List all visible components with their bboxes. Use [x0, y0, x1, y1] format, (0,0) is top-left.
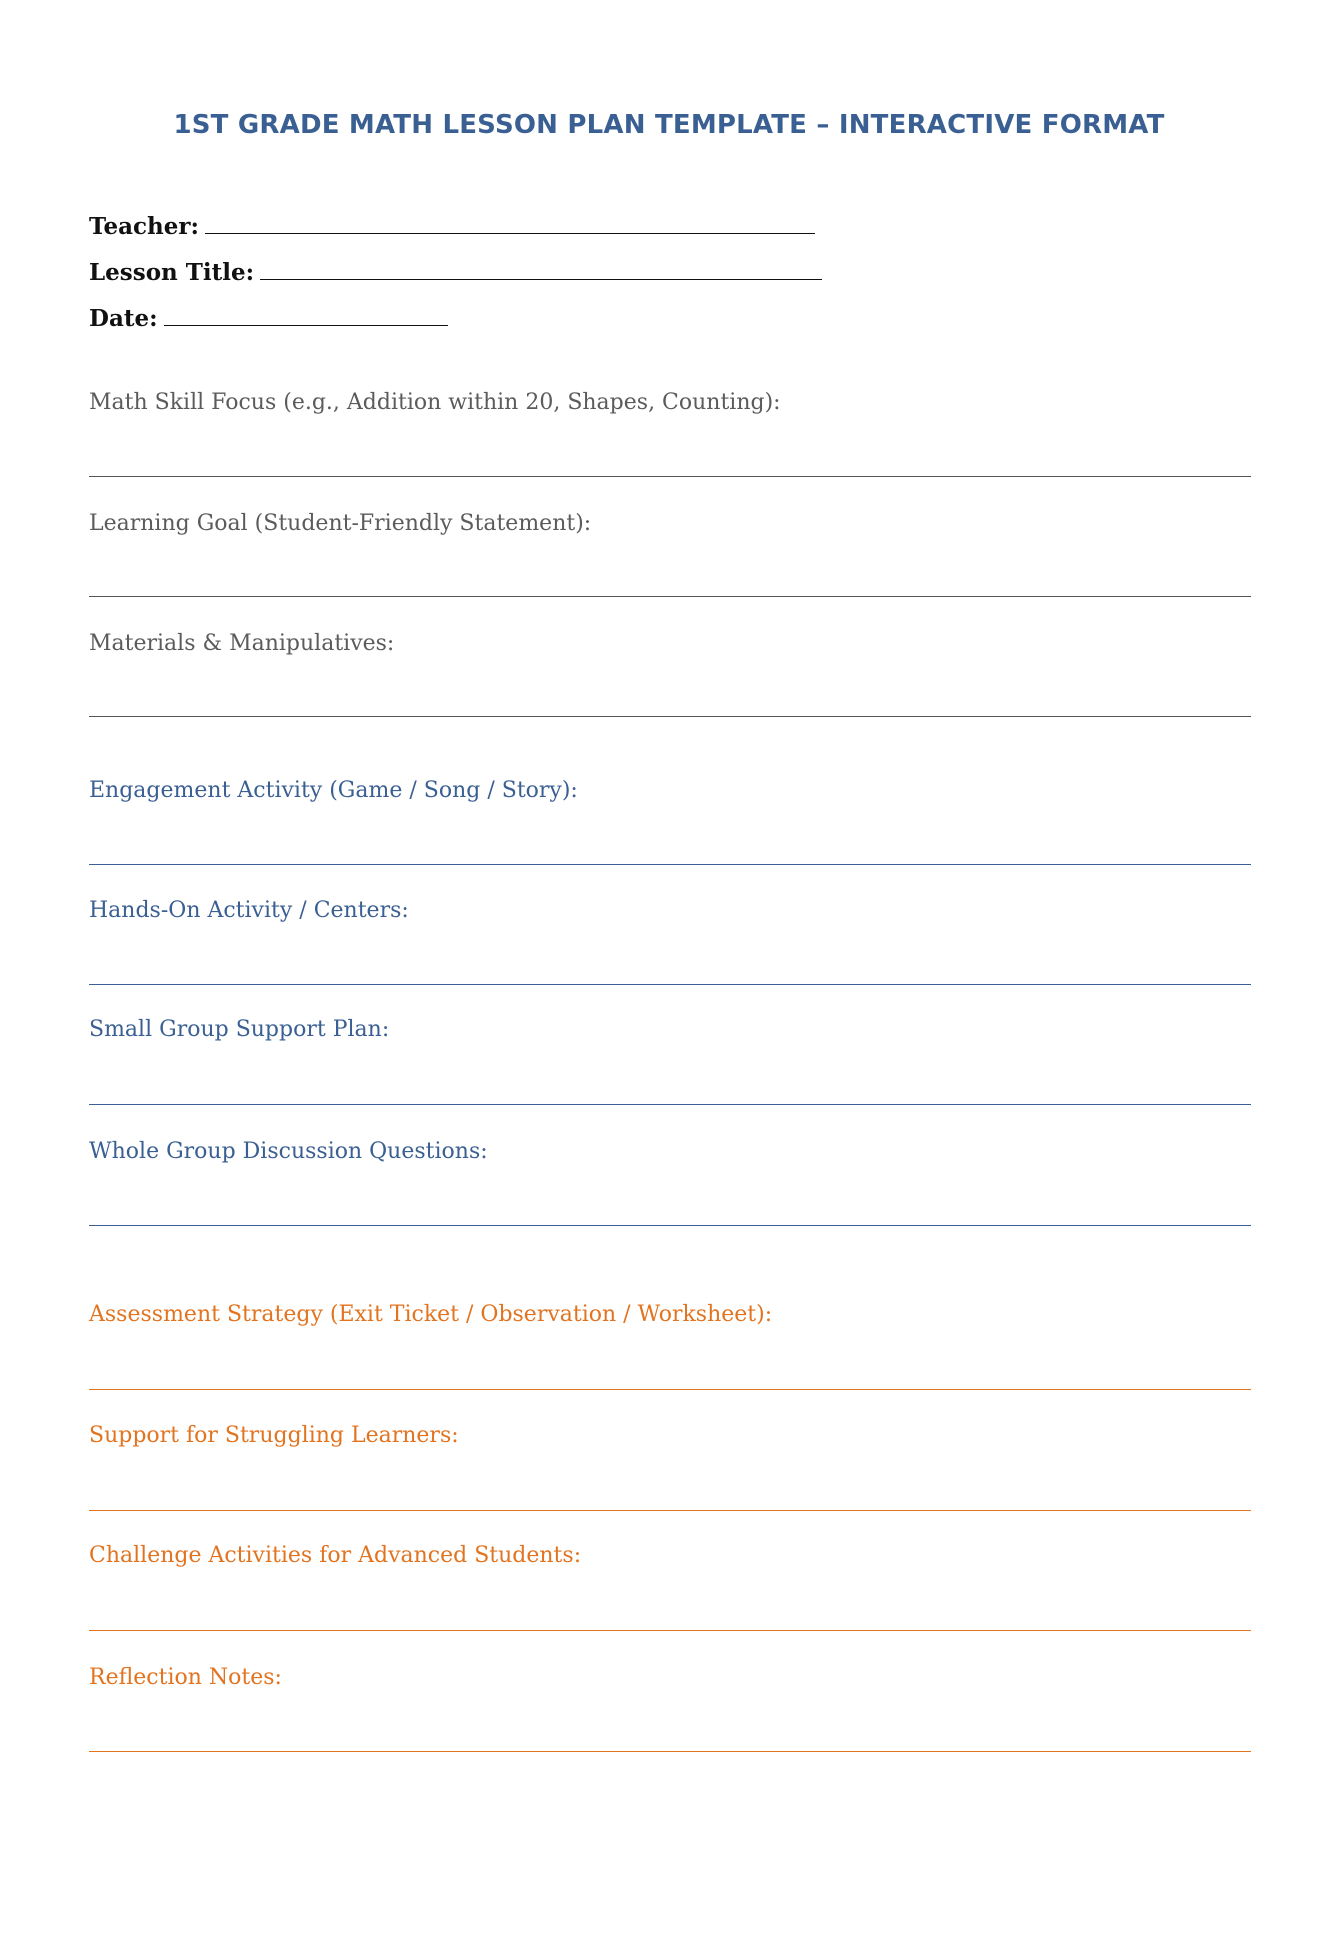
date-field[interactable] [89, 300, 448, 332]
engagement-answer-line[interactable] [89, 864, 1251, 865]
hands-on-answer-line[interactable] [89, 984, 1251, 985]
hands-on-label: Hands-On Activity / Centers: [89, 898, 409, 923]
whole-group-label: Whole Group Discussion Questions: [89, 1139, 488, 1164]
teacher-blank[interactable] [205, 233, 815, 234]
whole-group-answer-line[interactable] [89, 1225, 1251, 1226]
assessment-label: Assessment Strategy (Exit Ticket / Observation / Worksheet): [89, 1302, 773, 1327]
date-blank[interactable] [164, 325, 448, 326]
learning-goal-label: Learning Goal (Student-Friendly Statement): [89, 511, 592, 536]
challenge-label: Challenge Activities for Advanced Students: [89, 1543, 582, 1568]
materials-answer-line[interactable] [89, 716, 1251, 717]
learning-goal-answer-line[interactable] [89, 596, 1251, 597]
reflection-answer-line[interactable] [89, 1751, 1251, 1752]
lesson-title-blank[interactable] [260, 279, 822, 280]
struggling-answer-line[interactable] [89, 1510, 1251, 1511]
reflection-label: Reflection Notes: [89, 1665, 282, 1690]
skill-focus-answer-line[interactable] [89, 476, 1251, 477]
small-group-answer-line[interactable] [89, 1104, 1251, 1105]
teacher-label: Teacher: [89, 213, 199, 240]
lesson-title-label: Lesson Title: [89, 259, 255, 286]
skill-focus-label: Math Skill Focus (e.g., Addition within 20, Shapes, Counting): [89, 390, 781, 415]
date-label: Date: [89, 305, 158, 332]
small-group-label: Small Group Support Plan: [89, 1017, 390, 1042]
engagement-label: Engagement Activity (Game / Song / Story): [89, 778, 578, 803]
struggling-label: Support for Struggling Learners: [89, 1423, 459, 1448]
page-title: 1ST GRADE MATH LESSON PLAN TEMPLATE – INTERACTIVE FORMAT [173, 110, 1165, 140]
materials-label: Materials & Manipulatives: [89, 631, 395, 656]
challenge-answer-line[interactable] [89, 1630, 1251, 1631]
lesson-title-field[interactable] [89, 254, 822, 286]
assessment-answer-line[interactable] [89, 1389, 1251, 1390]
teacher-field[interactable] [89, 208, 815, 240]
